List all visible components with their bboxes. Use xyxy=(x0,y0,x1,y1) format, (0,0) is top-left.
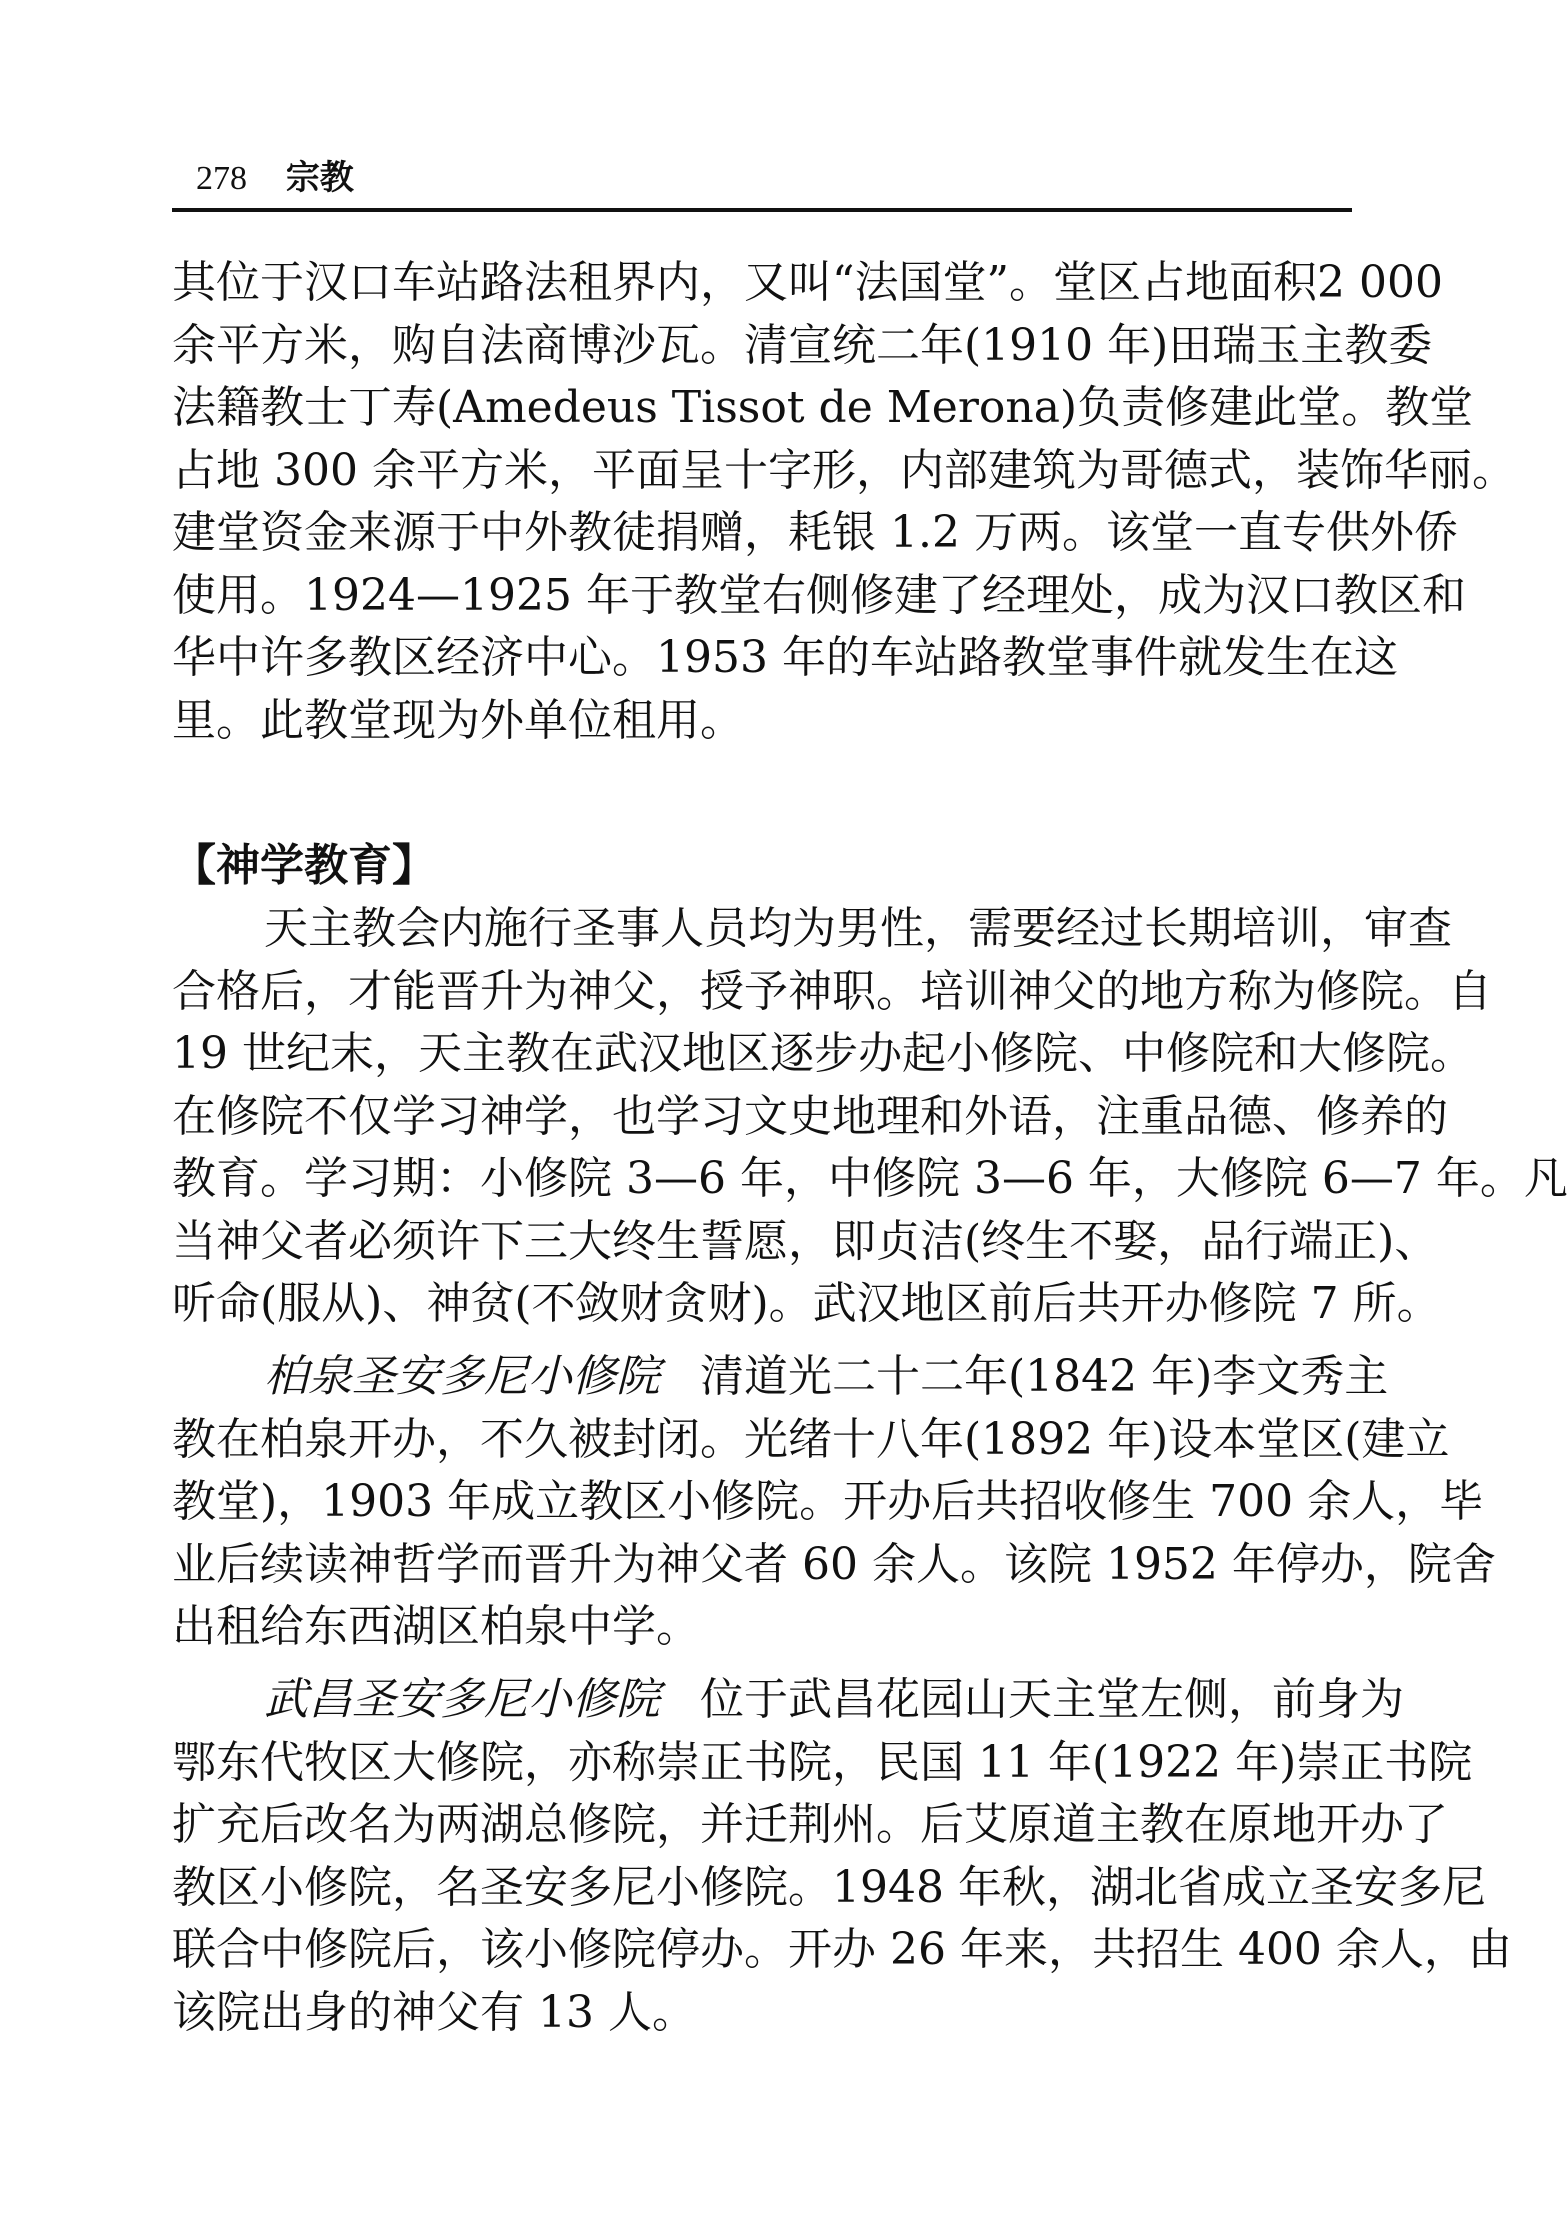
text-line: 余平方米，购自法商博沙瓦。清宣统二年(1910 年)田瑞玉主教委 xyxy=(172,319,1433,371)
text-line: 听命(服从)、神贫(不敛财贪财)。武汉地区前后共开办修院 7 所。 xyxy=(172,1278,1441,1329)
text-line: 占地 300 余平方米，平面呈十字形，内部建筑为哥德式，装饰华丽。 xyxy=(172,444,1516,496)
paragraph-church xyxy=(172,252,1516,752)
text-line: 建堂资金来源于中外教徒捐赠，耗银 1.2 万两。该堂一直专供外侨 xyxy=(172,507,1458,558)
page-number: 278 xyxy=(196,160,247,197)
section-heading: 【神学教育】 xyxy=(172,840,436,891)
entry-text: 清道光二十二年(1842 年)李文秀主 xyxy=(700,1351,1389,1402)
paragraph-wuchang-seminary xyxy=(172,1669,1512,2044)
running-header xyxy=(196,150,354,199)
text-line: 教在柏泉开办，不久被封闭。光绪十八年(1892 年)设本堂区(建立 xyxy=(172,1413,1450,1465)
section-title: 宗教 xyxy=(285,158,354,198)
paragraph-baiquan-seminary xyxy=(172,1346,1496,1659)
text-line: 其位于汉口车站路法租界内，又叫“法国堂”。堂区占地面积2 000 xyxy=(172,257,1443,308)
text-line: 使用。1924—1925 年于教堂右侧修建了经理处，成为汉口教区和 xyxy=(172,569,1466,621)
text-line: 联合中修院后，该小修院停办。开办 26 年来，共招生 400 余人，由 xyxy=(172,1924,1512,1975)
header-rule xyxy=(172,208,1352,212)
entry-term: 武昌圣安多尼小修院 xyxy=(264,1674,660,1725)
text-line: 华中许多教区经济中心。1953 年的车站路教堂事件就发生在这 xyxy=(172,632,1398,683)
text-line: 里。此教堂现为外单位租用。 xyxy=(172,694,744,746)
entry-text: 位于武昌花园山天主堂左侧，前身为 xyxy=(700,1674,1404,1725)
entry-term: 柏泉圣安多尼小修院 xyxy=(264,1351,660,1402)
text-line: 该院出身的神父有 13 人。 xyxy=(172,1986,696,2038)
text-line: 教育。学习期：小修院 3—6 年，中修院 3—6 年，大修院 6—7 年。凡 xyxy=(172,1153,1568,1204)
text-line: 教堂)，1903 年成立教区小修院。开办后共招收修生 700 余人，毕 xyxy=(172,1476,1484,1527)
text-line: 在修院不仅学习神学，也学习文史地理和外语，注重品德、修养的 xyxy=(172,1090,1448,1142)
text-line: 法籍教士丁寿(Amedeus Tissot de Merona)负责修建此堂。教堂 xyxy=(172,382,1474,433)
text-line: 天主教会内施行圣事人员均为男性，需要经过长期培训，审查 xyxy=(264,903,1452,954)
text-line: 19 世纪末，天主教在武汉地区逐步办起小修院、中修院和大修院。 xyxy=(172,1028,1474,1079)
text-line xyxy=(172,1669,1404,1732)
text-line: 合格后，才能晋升为神父，授予神职。培训神父的地方称为修院。自 xyxy=(172,965,1492,1017)
text-line: 扩充后改名为两湖总修院，并迁荆州。后艾原道主教在原地开办了 xyxy=(172,1799,1448,1850)
text-line xyxy=(172,1346,1389,1409)
text-line: 当神父者必须许下三大终生誓愿，即贞洁(终生不娶，品行端正)、 xyxy=(172,1215,1439,1267)
text-line: 出租给东西湖区柏泉中学。 xyxy=(172,1601,700,1652)
text-line: 鄂东代牧区大修院，亦称崇正书院，民国 11 年(1922 年)崇正书院 xyxy=(172,1736,1473,1788)
paragraph-theology xyxy=(172,898,1568,1336)
text-line: 教区小修院，名圣安多尼小修院。1948 年秋，湖北省成立圣安多尼 xyxy=(172,1861,1486,1913)
text-line: 业后续读神哲学而晋升为神父者 60 余人。该院 1952 年停办，院舍 xyxy=(172,1538,1496,1590)
